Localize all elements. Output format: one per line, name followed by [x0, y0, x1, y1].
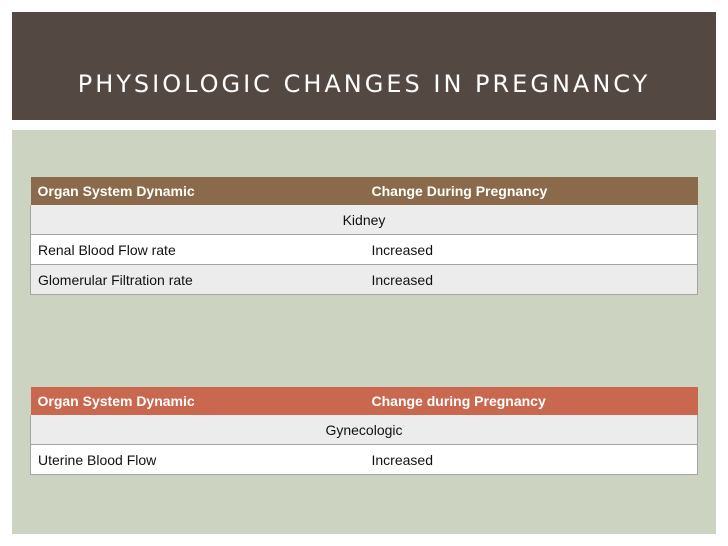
table-cell: Increased	[364, 235, 698, 265]
table-cell: Increased	[364, 265, 698, 295]
group-cell-gynecologic: Gynecologic	[31, 415, 698, 445]
group-cell-kidney: Kidney	[31, 205, 698, 235]
kidney-table	[30, 177, 698, 295]
table-cell: Uterine Blood Flow	[31, 445, 364, 475]
slide-title: PHYSIOLOGIC CHANGES IN PREGNANCY	[77, 70, 651, 98]
table-cell: Renal Blood Flow rate	[31, 235, 364, 265]
table-cell: Increased	[364, 445, 698, 475]
table-row	[31, 235, 698, 265]
header-cell-change: Change During Pregnancy	[364, 177, 698, 205]
table-row	[31, 265, 698, 295]
table-header-row	[31, 387, 698, 415]
table-group-row	[31, 205, 698, 235]
table-cell: Glomerular Filtration rate	[31, 265, 364, 295]
header-cell-organ-system: Organ System Dynamic	[31, 177, 364, 205]
gynecologic-table	[30, 387, 698, 475]
header-cell-change: Change during Pregnancy	[364, 387, 698, 415]
table-header-row	[31, 177, 698, 205]
table-group-row	[31, 415, 698, 445]
table-row	[31, 445, 698, 475]
title-bar	[12, 12, 716, 120]
header-cell-organ-system: Organ System Dynamic	[31, 387, 364, 415]
